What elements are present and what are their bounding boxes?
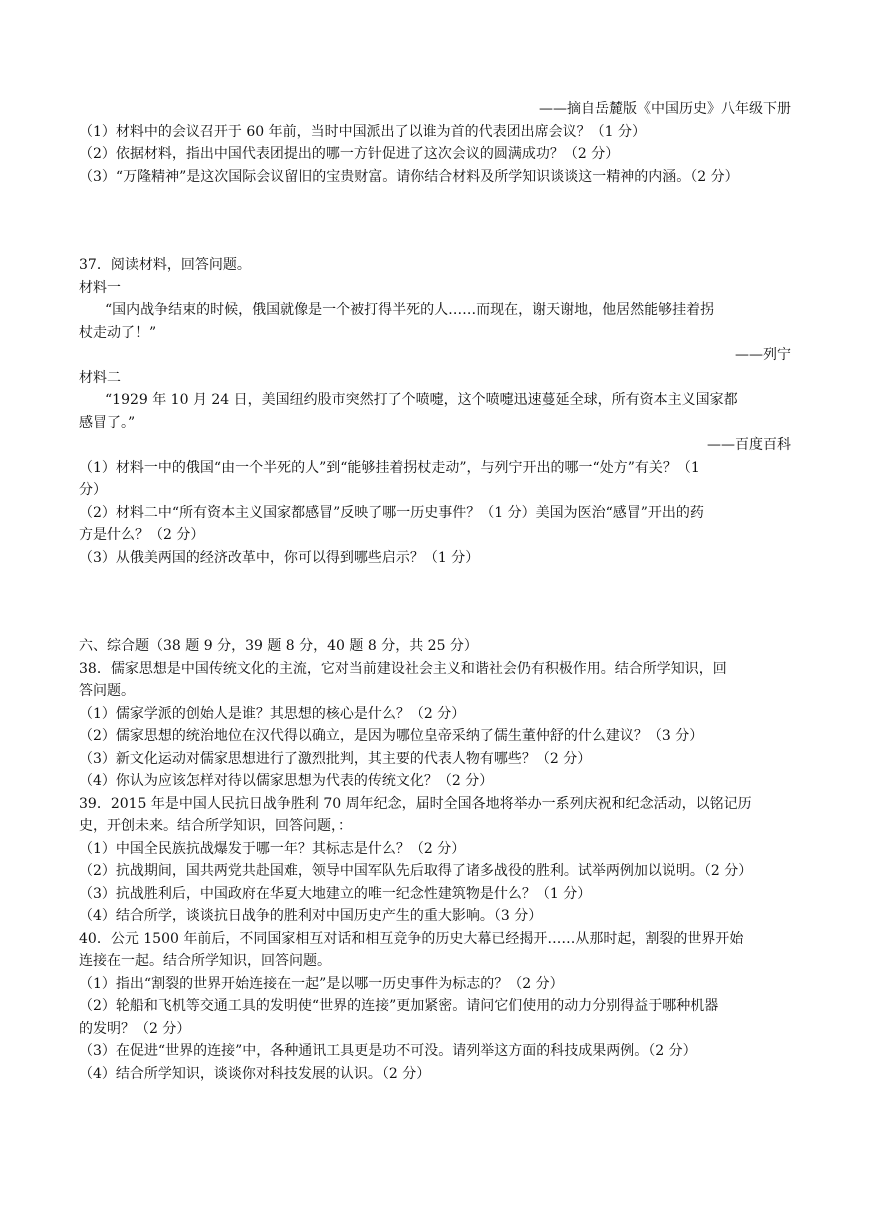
question-item: （2）材料二中“所有资本主义国家都感冒”反映了哪一历史事件？（1 分）美国为医治“感冒”开出的药	[79, 504, 704, 521]
question-item: （3）在促进“世界的连接”中，各种通讯工具更是功不可没。请列举这方面的科技成果两例。（2 分）	[79, 1043, 697, 1059]
material-source: ——百度百科	[707, 437, 791, 453]
question-item: （2）轮船和飞机等交通工具的发明使“世界的连接”更加紧密。请问它们使用的动力分别得益于哪种机器	[79, 998, 719, 1014]
question-item: （1）中国全民族抗战爆发于哪一年？其标志是什么？（2 分）	[79, 840, 466, 857]
question-item: （1）儒家学派的创始人是谁？其思想的核心是什么？（2 分）	[79, 705, 466, 722]
material-text: 感冒了。”	[79, 414, 136, 431]
exam-page	[79, 98, 791, 1085]
question-item: （3）新文化运动对儒家思想进行了激烈批判，其主要的代表人物有哪些？（2 分）	[79, 750, 592, 767]
question-item: （1）材料中的会议召开于 60 年前，当时中国派出了以谁为首的代表团出席会议？（1 分）	[79, 123, 646, 140]
spacer	[79, 569, 791, 635]
question-item: （2）儒家思想的统治地位在汉代得以确立，是因为哪位皇帝采纳了儒生董仲舒的什么建议？（3 分）	[79, 728, 704, 744]
question-item-cont: 的发明？（2 分）	[79, 1020, 191, 1037]
spacer	[79, 188, 791, 254]
material-text: “国内战争结束的时候，俄国就像是一个被打得半死的人……而现在，谢天谢地，他居然能够挂着拐	[105, 302, 715, 318]
question-item: （3）抗战胜利后，中国政府在华夏大地建立的唯一纪念性建筑物是什么？（1 分）	[79, 885, 592, 902]
question-stem: 38．儒家思想是中国传统文化的主流，它对当前建设社会主义和谐社会仍有积极作用。结合所学知识，回	[79, 660, 727, 677]
question-stem: 40．公元 1500 年前后，不同国家相互对话和相互竞争的历史大幕已经揭开……从那时起，割裂的世界开始	[79, 930, 744, 947]
question-item: （3）从俄美两国的经济改革中，你可以得到哪些启示？（1 分）	[79, 549, 480, 566]
question-item: （2）抗战期间，国共两党共赴国难，领导中国军队先后取得了诸多战役的胜利。试举两例加以说明。（2 分）	[79, 863, 753, 879]
question-item: （1）材料一中的俄国“由一个半死的人”到“能够挂着拐杖走动”，与列宁开出的哪一“处方”有关？（1	[79, 459, 700, 476]
question-stem: 39．2015 年是中国人民抗日战争胜利 70 周年纪念，届时全国各地将举办一系列庆祝和纪念活动，以铭记历	[79, 795, 752, 812]
question-stem-cont: 答问题。	[79, 683, 135, 699]
question-item: （2）依据材料，指出中国代表团提出的哪一方针促进了这次会议的圆满成功？（2 分）	[79, 146, 620, 162]
question-item-cont: 分）	[79, 482, 107, 498]
question-item: （4）结合所学，谈谈抗日战争的胜利对中国历史产生的重大影响。（3 分）	[79, 908, 543, 924]
material-label: 材料一	[79, 279, 121, 296]
material-text: “1929 年 10 月 24 日，美国纽约股市突然打了个喷嚏，这个喷嚏迅速蔓延全球，所有资本主义国家都	[105, 392, 738, 408]
question-stem-cont: 史，开创未来。结合所学知识，回答问题，：	[79, 818, 352, 834]
material-label: 材料二	[79, 369, 121, 386]
material-source: ——列宁	[735, 347, 791, 363]
question-item: （4）你认为应该怎样对待以儒家思想为代表的传统文化？（2 分）	[79, 773, 494, 789]
material-source: ——摘自岳麓版《中国历史》八年级下册	[539, 101, 791, 117]
material-text: 杖走动了！”	[79, 324, 157, 341]
question-item: （1）指出“割裂的世界开始连接在一起”是以哪一历史事件为标志的？（2 分）	[79, 975, 564, 992]
question-stem-cont: 连接在一起。结合所学知识，回答问题。	[79, 953, 331, 969]
question-item: （4）结合所学知识，谈谈你对科技发展的认识。（2 分）	[79, 1065, 431, 1082]
question-stem: 37．阅读材料，回答问题。	[79, 257, 251, 273]
question-item: （3）“万隆精神”是这次国际会议留旧的宝贵财富。请你结合材料及所学知识谈谈这一精神的内涵。（2 分）	[79, 168, 739, 185]
section-title: 六、综合题（38 题 9 分，39 题 8 分，40 题 8 分，共 25 分）	[79, 638, 478, 654]
question-item-cont: 方是什么？（2 分）	[79, 527, 205, 543]
